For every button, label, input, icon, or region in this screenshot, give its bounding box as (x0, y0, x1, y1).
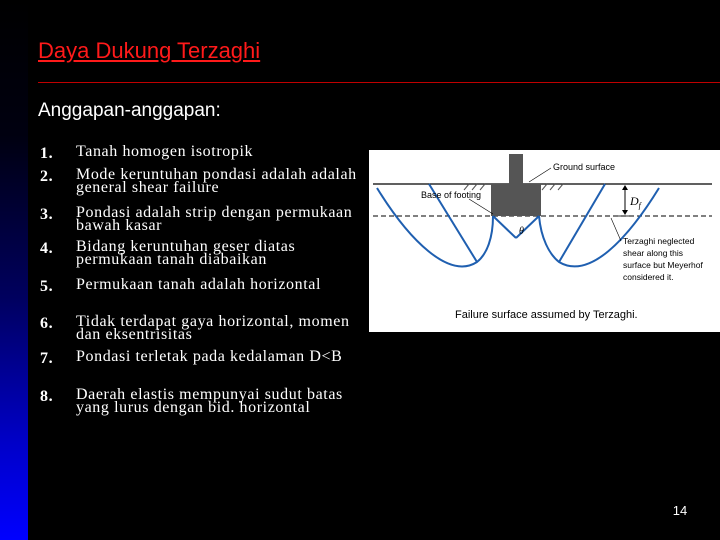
svg-text:Terzaghi neglected: Terzaghi neglected (623, 236, 695, 246)
list-text: Pondasi adalah strip dengan permukaan bawah kasar (76, 204, 353, 234)
list-number: 2. (40, 168, 54, 185)
slide-subtitle: Anggapan-anggapan: (38, 100, 221, 121)
slide-title: Daya Dukung Terzaghi (38, 38, 261, 63)
list-text: Tanah homogen isotropik (76, 143, 254, 160)
list-number: 8. (40, 388, 54, 405)
list-text: Permukaan tanah adalah horizontal (76, 276, 322, 293)
meyerhof-note (623, 236, 703, 282)
figure-caption: Failure surface assumed by Terzaghi. (455, 309, 638, 321)
angle-label: θ (519, 226, 524, 237)
list-text: Bidang keruntuhan geser diatas permukaan tanah diabaikan (76, 238, 296, 268)
list-number: 5. (40, 278, 54, 295)
list-text: Mode keruntuhan pondasi adalah adalah general shear failure (76, 166, 357, 196)
list-number: 6. (40, 315, 54, 332)
list-text: Tidak terdapat gaya horizontal, momen dan eksentrisitas (76, 313, 350, 343)
title-divider (38, 82, 720, 83)
list-text: Daerah elastis mempunyai sudut batas yang lurus dengan bid. horizontal (76, 386, 343, 416)
base-of-footing-label: Base of footing (421, 190, 482, 200)
blue-gradient-bar (0, 0, 28, 540)
list-text: Pondasi terletak pada kedalaman D<B (76, 348, 343, 365)
svg-text:shear along this: shear along this (623, 248, 684, 258)
rankine-right (559, 184, 605, 262)
wedge-left (493, 216, 516, 238)
svg-text:surface but Meyerhof: surface but Meyerhof (623, 260, 703, 270)
page-number: 14 (672, 503, 688, 518)
list-number: 1. (40, 145, 54, 162)
footing-stem (509, 154, 523, 186)
svg-text:considered it.: considered it. (623, 272, 674, 282)
list-number: 3. (40, 206, 54, 223)
depth-label: $D_f$ (630, 194, 641, 210)
terzaghi-failure-diagram (369, 150, 720, 332)
list-number: 4. (40, 240, 54, 257)
ground-surface-label: Ground surface (553, 162, 616, 172)
footing-base (491, 184, 541, 216)
list-number: 7. (40, 350, 54, 367)
